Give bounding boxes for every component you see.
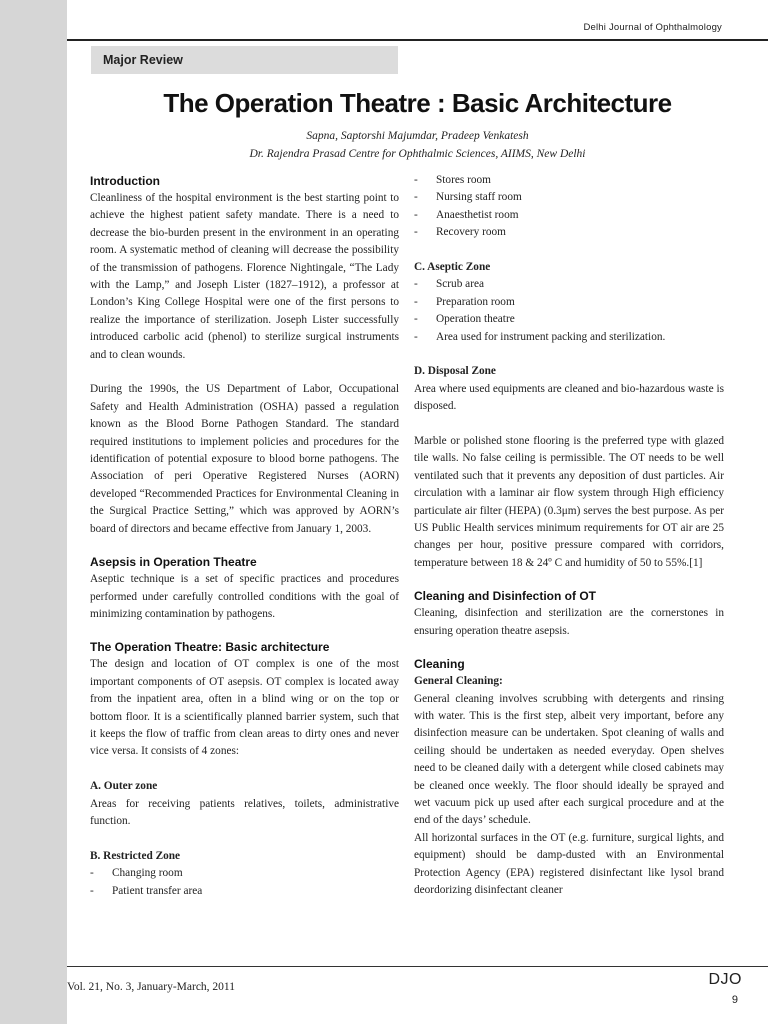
outer-zone-paragraph: Areas for receiving patients relatives, toilets, administrative function. <box>90 797 399 827</box>
introduction-paragraph-1: Cleanliness of the hospital environment is the best starting point to achieve the highest patient safety mandate. There is a need to decrease the bio-burden present in the environment in an operating room. A systematic method of cleaning will decrease the possibility of the transmission of pathogens. Florence Nightingale, “The Lady with the Lamp,” and Joseph Lister (1827–1912), a professor at London’s King College Hospital were one of the first persons to realize the importance of sterilization. Joseph Lister successfully introduced carbolic acid (phenol) to sterilize surgical instruments and to clean wounds. <box>90 192 399 361</box>
article-affiliation: Dr. Rajendra Prasad Centre for Ophthalmic Sciences, AIIMS, New Delhi <box>249 148 586 160</box>
cleaning-disinfection-heading: Cleaning and Disinfection of OT <box>414 589 597 604</box>
general-cleaning-paragraph-1: General cleaning involves scrubbing with detergents and rinsing with water. This is the first step, albeit very important, before any disinfection measure can be undertaken. Spot cleaning of walls and ceiling should be undertaken as needed everyday. Open shelves need to be cleaned daily with a detergent while closed cabinets may be cleaned once weekly. The floor should ideally be sprayed and wet vacuum pick up used after each surgical procedure and at the end of the days’ schedule. <box>414 692 724 827</box>
asepsis-heading: Asepsis in Operation Theatre <box>90 555 257 570</box>
general-cleaning-paragraph-2: All horizontal surfaces in the OT (e.g. furniture, surgical lights, and equipment) should be damp-dusted with an Environmental Protection Agency (EPA) registered disinfectant like lysol brand deordorizing disinfectant cleaner <box>414 831 724 896</box>
journal-name: Delhi Journal of Ophthalmology <box>583 22 722 33</box>
architecture-paragraph: The design and location of OT complex is one of the most important components of OT asepsis. OT complex is located away from the inpatient area, often in a blind wing or on the top or bottom floor. It is a scientifically planned barrier system, such that it keeps the flow of traffic from clean areas to dirty ones and never vice versa. It consists of 4 zones: <box>90 658 399 758</box>
general-cleaning-heading: General Cleaning: <box>414 675 503 688</box>
section-tag: Major Review <box>91 46 398 74</box>
list-item: - Operation theatre <box>414 313 515 326</box>
outer-zone-heading: A. Outer zone <box>90 780 158 793</box>
article-title: The Operation Theatre : Basic Architecture <box>163 88 672 118</box>
list-item: - Preparation room <box>414 295 515 308</box>
footer-rule <box>67 966 768 967</box>
cleaning-disinfection-paragraph: Cleaning, disinfection and sterilization are the cornerstones in ensuring operation theatre asepsis. <box>414 607 724 637</box>
right-column <box>414 172 724 899</box>
list-item: - Nursing staff room <box>414 191 522 204</box>
flooring-paragraph: Marble or polished stone flooring is the preferred type with glazed tile walls. No false ceiling is permissible. The OT needs to be well ventilated such that it prevents any deposition of dust particles. Air circulation with a laminar air flow system through High efficiency particulate air filter (HEPA) (0.3μm) serves the best purpose. As per US Public Health services minimum requirements for OT air are 25 changes per hour, positive pressure compared with corridors, temperature between 18 & 24º C and humidity of 50 to 55%.[1] <box>414 435 724 569</box>
aseptic-zone-list <box>414 276 724 346</box>
introduction-paragraph-2: During the 1990s, the US Department of Labor, Occupational Safety and Health Administration (OSHA) passed a regulation known as the Blood Borne Pathogen Standard. The standard required institutions to implement policies and procedures for the identification of potential exposure to blood borne pathogens. The Association of peri Operative Registered Nurses (AORN) developed “Recommended Practices for Environmental Cleaning in the Surgical Practice Setting,” which was approved by AORN’s board of directors and became effective from January 1, 2003. <box>90 383 399 535</box>
list-item: - Patient transfer area <box>90 884 203 897</box>
cleaning-heading: Cleaning <box>414 657 465 672</box>
list-item: - Area used for instrument packing and sterilization. <box>414 330 666 343</box>
list-item: - Scrub area <box>414 278 484 291</box>
article-authors: Sapna, Saptorshi Majumdar, Pradeep Venkatesh <box>306 130 529 142</box>
restricted-zone-list-continued <box>414 172 724 242</box>
page-number: 9 <box>731 994 738 1006</box>
aseptic-zone-heading: C. Aseptic Zone <box>414 261 491 274</box>
list-item: - Stores room <box>414 174 491 186</box>
restricted-zone-heading: B. Restricted Zone <box>90 849 181 862</box>
left-margin-strip <box>0 0 67 1024</box>
list-item: - Anaesthetist room <box>414 208 519 221</box>
list-item: - Recovery room <box>414 226 506 239</box>
left-column <box>90 172 399 900</box>
restricted-zone-list <box>90 865 399 900</box>
architecture-heading: The Operation Theatre: Basic architecture <box>90 640 330 655</box>
journal-logo: DJO <box>708 971 742 988</box>
introduction-heading: Introduction <box>90 174 160 188</box>
asepsis-paragraph: Aseptic technique is a set of specific practices and procedures performed under carefully controlled conditions with the goal of minimizing contamination by pathogens. <box>90 573 399 620</box>
list-item: - Changing room <box>90 867 183 880</box>
disposal-zone-paragraph: Area where used equipments are cleaned and bio-hazardous waste is disposed. <box>414 382 724 413</box>
volume-info: Vol. 21, No. 3, January-March, 2011 <box>67 981 236 993</box>
disposal-zone-heading: D. Disposal Zone <box>414 365 496 378</box>
header-rule <box>67 39 768 41</box>
